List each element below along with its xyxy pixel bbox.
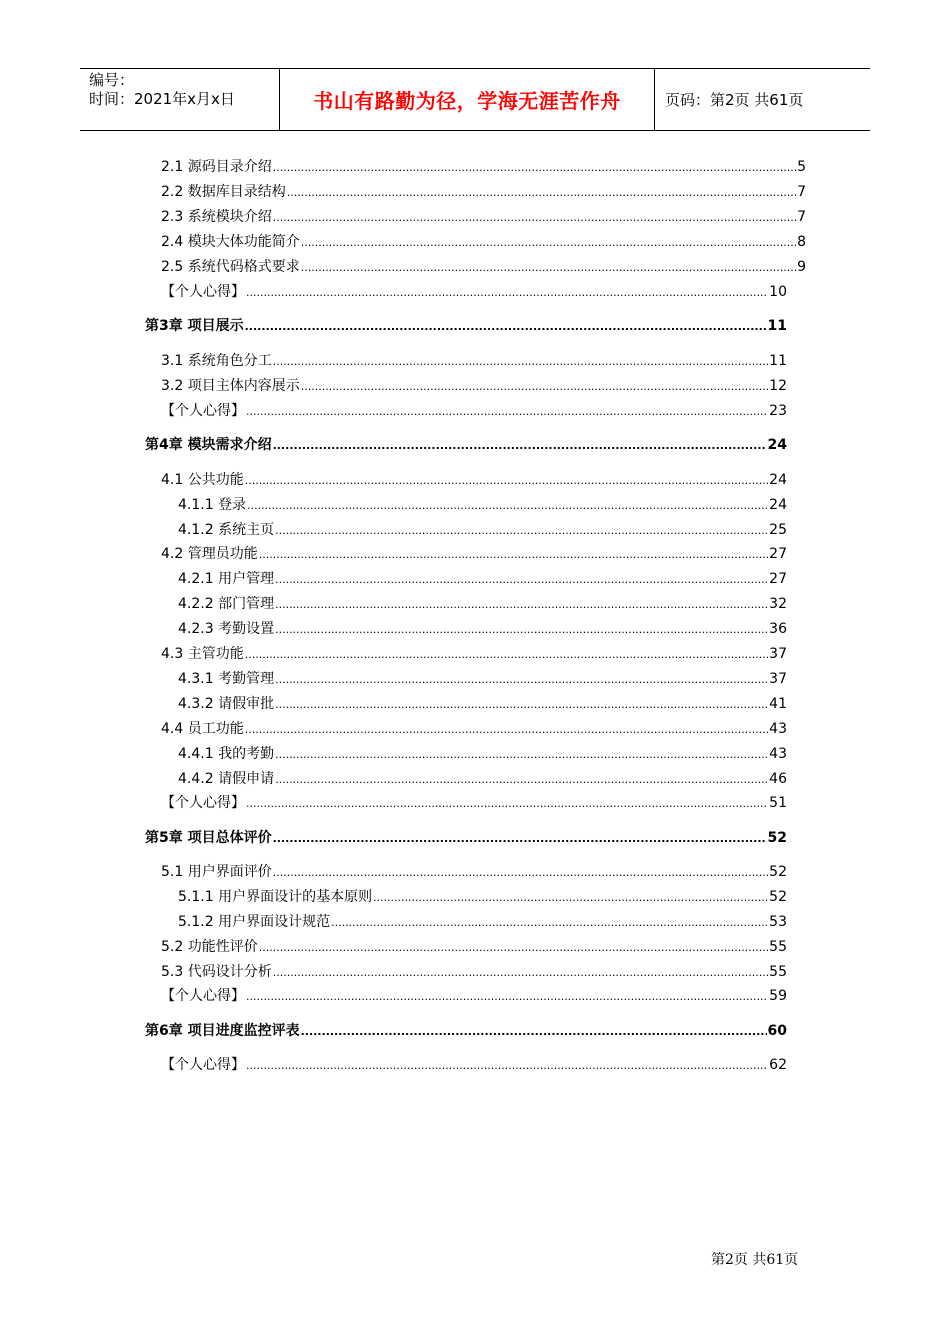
toc-leader-dots bbox=[246, 1057, 768, 1075]
toc-leader-dots bbox=[331, 914, 768, 932]
toc-entry[interactable] bbox=[178, 888, 787, 907]
toc-entry[interactable] bbox=[161, 208, 806, 227]
toc-entry-label: 4.2.2 部门管理 bbox=[178, 596, 275, 612]
toc-entry-label: 2.1 源码目录介绍 bbox=[161, 159, 272, 175]
toc-leader-dots bbox=[301, 259, 796, 277]
toc-leader-dots bbox=[275, 746, 768, 764]
toc-entry-page: 24 bbox=[767, 437, 787, 453]
toc-entry-page: 25 bbox=[769, 522, 787, 538]
toc-entry[interactable] bbox=[161, 283, 787, 302]
toc-entry-label: 【个人心得】 bbox=[161, 795, 245, 811]
toc-entry-page: 59 bbox=[769, 988, 787, 1004]
toc-entry-label: 4.2.1 用户管理 bbox=[178, 571, 275, 587]
toc-entry-label: 2.3 系统模块介绍 bbox=[161, 209, 272, 225]
toc-leader-dots bbox=[246, 403, 768, 421]
toc-leader-dots bbox=[273, 353, 768, 371]
toc-entry[interactable] bbox=[161, 987, 787, 1006]
toc-leader-dots bbox=[245, 721, 768, 739]
toc-entry-label: 5.3 代码设计分析 bbox=[161, 964, 272, 980]
toc-entry-label: 4.4 员工功能 bbox=[161, 721, 244, 737]
toc-entry-page: 23 bbox=[769, 403, 787, 419]
toc-leader-dots bbox=[273, 159, 796, 177]
toc-leader-dots bbox=[301, 378, 768, 396]
toc-entry-page: 27 bbox=[769, 571, 787, 587]
toc-entry-page: 37 bbox=[769, 671, 787, 687]
toc-entry[interactable] bbox=[161, 963, 787, 982]
toc-leader-dots bbox=[259, 546, 768, 564]
toc-entry-page: 36 bbox=[769, 621, 787, 637]
toc-chapter-entry[interactable] bbox=[145, 829, 787, 848]
toc-entry-label: 4.3 主管功能 bbox=[161, 646, 244, 662]
toc-entry-page: 60 bbox=[767, 1023, 787, 1039]
toc-entry-page: 43 bbox=[769, 721, 787, 737]
toc-entry-label: 3.2 项目主体内容展示 bbox=[161, 378, 300, 394]
toc-entry[interactable] bbox=[161, 545, 787, 564]
toc-entry-page: 7 bbox=[797, 184, 806, 200]
toc-entry[interactable] bbox=[161, 352, 787, 371]
toc-chapter-entry[interactable] bbox=[145, 436, 787, 455]
toc-entry[interactable] bbox=[161, 863, 787, 882]
header-meta bbox=[80, 69, 280, 130]
toc-leader-dots bbox=[373, 889, 768, 907]
toc-entry-label: 4.1.1 登录 bbox=[178, 497, 247, 513]
toc-entry[interactable] bbox=[161, 377, 787, 396]
toc-leader-dots bbox=[273, 437, 767, 455]
toc-entry-label: 4.3.1 考勤管理 bbox=[178, 671, 275, 687]
toc-entry-label: 第4章 模块需求介绍 bbox=[145, 437, 272, 453]
toc-entry-label: 5.1.2 用户界面设计规范 bbox=[178, 914, 331, 930]
toc-leader-dots bbox=[245, 472, 768, 490]
toc-leader-dots bbox=[275, 696, 768, 714]
toc-entry-label: 【个人心得】 bbox=[161, 988, 245, 1004]
toc-entry[interactable] bbox=[161, 720, 787, 739]
toc-entry-page: 7 bbox=[797, 209, 806, 225]
toc-entry[interactable] bbox=[161, 471, 787, 490]
toc-entry[interactable] bbox=[161, 645, 787, 664]
toc-entry-page: 52 bbox=[769, 889, 787, 905]
toc-entry-page: 51 bbox=[769, 795, 787, 811]
toc-leader-dots bbox=[301, 234, 796, 252]
toc-entry-label: 4.2.3 考勤设置 bbox=[178, 621, 275, 637]
time-label: 时间：2021年x月x日 bbox=[89, 90, 235, 108]
toc-entry-label: 2.5 系统代码格式要求 bbox=[161, 259, 300, 275]
toc-chapter-entry[interactable] bbox=[145, 1022, 787, 1041]
toc-entry-label: 5.1 用户界面评价 bbox=[161, 864, 272, 880]
toc-leader-dots bbox=[275, 571, 768, 589]
toc-leader-dots bbox=[273, 209, 796, 227]
toc-entry-page: 32 bbox=[769, 596, 787, 612]
toc-entry-label: 4.4.2 请假申请 bbox=[178, 771, 275, 787]
page-header bbox=[80, 68, 870, 131]
toc-leader-dots bbox=[246, 284, 768, 302]
toc-entry[interactable] bbox=[161, 258, 806, 277]
toc-entry-label: 第3章 项目展示 bbox=[145, 318, 244, 334]
toc-entry-page: 8 bbox=[797, 234, 806, 250]
toc-leader-dots bbox=[245, 646, 768, 664]
toc-entry-page: 43 bbox=[769, 746, 787, 762]
toc-entry[interactable] bbox=[161, 938, 787, 957]
toc-entry[interactable] bbox=[161, 158, 806, 177]
toc-entry-label: 【个人心得】 bbox=[161, 403, 245, 419]
header-page-info: 页码：第2页 共61页 bbox=[665, 91, 804, 109]
toc-entry[interactable] bbox=[178, 496, 787, 515]
toc-entry-label: 5.1.1 用户界面设计的基本原则 bbox=[178, 889, 373, 905]
toc-entry-page: 53 bbox=[769, 914, 787, 930]
toc-entry-label: 第5章 项目总体评价 bbox=[145, 830, 272, 846]
toc-entry-page: 52 bbox=[767, 830, 787, 846]
toc-entry-label: 4.1 公共功能 bbox=[161, 472, 244, 488]
toc-entry-page: 41 bbox=[769, 696, 787, 712]
toc-entry-label: 4.2 管理员功能 bbox=[161, 546, 258, 562]
toc-leader-dots bbox=[259, 939, 768, 957]
toc-entry-page: 55 bbox=[769, 964, 787, 980]
header-motto: 书山有路勤为径，学海无涯苦作舟 bbox=[280, 69, 655, 130]
toc-chapter-entry[interactable] bbox=[145, 317, 787, 336]
toc-entry[interactable] bbox=[178, 521, 787, 540]
toc-leader-dots bbox=[273, 964, 768, 982]
toc-entry-page: 46 bbox=[769, 771, 787, 787]
toc-entry-label: 2.2 数据库目录结构 bbox=[161, 184, 286, 200]
toc-leader-dots bbox=[275, 671, 768, 689]
toc-leader-dots bbox=[275, 596, 768, 614]
toc-entry-page: 9 bbox=[797, 259, 806, 275]
toc-entry-page: 12 bbox=[769, 378, 787, 394]
toc-leader-dots bbox=[273, 864, 768, 882]
toc-entry[interactable] bbox=[161, 233, 806, 252]
toc-leader-dots bbox=[287, 184, 796, 202]
toc-entry-page: 55 bbox=[769, 939, 787, 955]
toc-leader-dots bbox=[275, 771, 768, 789]
toc-entry-page: 5 bbox=[797, 159, 806, 175]
toc-entry[interactable] bbox=[178, 670, 787, 689]
toc-entry-label: 5.2 功能性评价 bbox=[161, 939, 258, 955]
toc-leader-dots bbox=[275, 522, 768, 540]
toc-entry-page: 24 bbox=[769, 472, 787, 488]
toc-entry-label: 4.3.2 请假审批 bbox=[178, 696, 275, 712]
toc-entry-page: 11 bbox=[769, 353, 787, 369]
toc-entry[interactable] bbox=[161, 183, 806, 202]
toc-leader-dots bbox=[246, 795, 768, 813]
toc-entry[interactable] bbox=[178, 595, 787, 614]
toc-entry-page: 11 bbox=[767, 318, 787, 334]
toc-entry[interactable] bbox=[178, 745, 787, 764]
toc-entry-label: 【个人心得】 bbox=[161, 284, 245, 300]
serial-label: 编号： bbox=[89, 71, 135, 89]
toc-entry-page: 27 bbox=[769, 546, 787, 562]
toc-leader-dots bbox=[246, 988, 768, 1006]
toc-entry-page: 24 bbox=[769, 497, 787, 513]
footer-page-info: 第2页 共61页 bbox=[711, 1252, 799, 1268]
toc-entry[interactable] bbox=[178, 570, 787, 589]
toc-leader-dots bbox=[273, 830, 767, 848]
toc-entry[interactable] bbox=[178, 913, 787, 932]
toc-leader-dots bbox=[245, 318, 767, 336]
toc-leader-dots bbox=[301, 1023, 767, 1041]
toc-entry-page: 37 bbox=[769, 646, 787, 662]
toc-entry[interactable] bbox=[161, 402, 787, 421]
toc-entry-label: 3.1 系统角色分工 bbox=[161, 353, 272, 369]
toc-entry[interactable] bbox=[161, 794, 787, 813]
toc-entry-label: 第6章 项目进度监控评表 bbox=[145, 1023, 300, 1039]
toc-leader-dots bbox=[275, 621, 768, 639]
toc-entry-page: 52 bbox=[769, 864, 787, 880]
toc-entry-label: 4.1.2 系统主页 bbox=[178, 522, 275, 538]
toc-entry[interactable] bbox=[178, 770, 787, 789]
toc-entry-page: 10 bbox=[769, 284, 787, 300]
toc-entry-label: 【个人心得】 bbox=[161, 1057, 245, 1073]
toc-entry-label: 2.4 模块大体功能简介 bbox=[161, 234, 300, 250]
toc-entry[interactable] bbox=[178, 695, 787, 714]
toc-entry-page: 62 bbox=[769, 1057, 787, 1073]
toc-entry-label: 4.4.1 我的考勤 bbox=[178, 746, 275, 762]
toc-leader-dots bbox=[247, 497, 768, 515]
toc-entry[interactable] bbox=[161, 1056, 787, 1075]
toc-entry[interactable] bbox=[178, 620, 787, 639]
